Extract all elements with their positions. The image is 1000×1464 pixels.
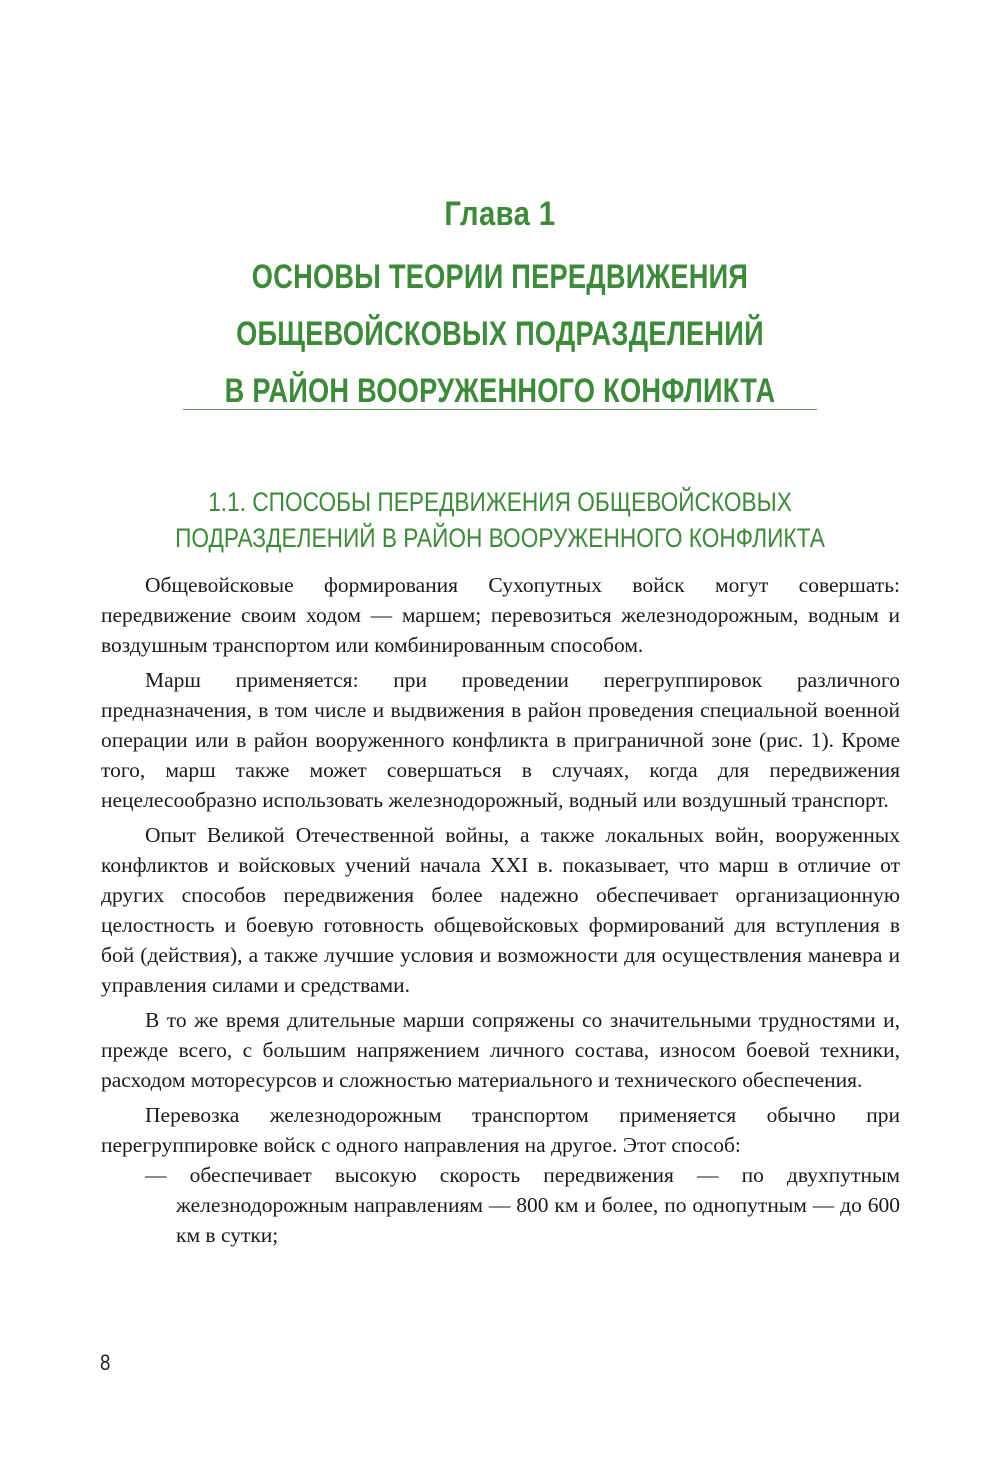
paragraph: Перевозка железнодорожным транспортом применяется обычно при перегруппировке войск с одного направления на другое. Этот способ:: [101, 1103, 900, 1157]
chapter-title-line: ОБЩЕВОЙСКОВЫХ ПОДРАЗДЕЛЕНИЙ: [236, 315, 764, 353]
paragraph: Опыт Великой Отечественной войны, а также локальных войн, вооруженных конфликтов и войсковых учений начала XXI в. показывает, что марш в отличие от других способов передвижения более надежно обеспечивает организационную целостность и боевую готовность общевойсковых формирований для вступления в бой (действия), а также лучшие условия и возможности для осуществления маневра и управления силами и средствами.: [101, 823, 900, 997]
body-text: [101, 570, 900, 1250]
section-title: [100, 484, 900, 556]
section-title-line: ПОДРАЗДЕЛЕНИЙ В РАЙОН ВООРУЖЕННОГО КОНФЛИКТА: [175, 523, 825, 553]
chapter-title-line: ОСНОВЫ ТЕОРИИ ПЕРЕДВИЖЕНИЯ: [251, 258, 749, 296]
section-title-line: 1.1. СПОСОБЫ ПЕРЕДВИЖЕНИЯ ОБЩЕВОЙСКОВЫХ: [208, 487, 792, 517]
paragraph: В то же время длительные марши сопряжены со значительными трудностями и, прежде всего, с большим напряжением личного состава, износом боевой техники, расходом моторесурсов и сложностью материального и технического обеспечения.: [101, 1008, 900, 1092]
chapter-title-line: В РАЙОН ВООРУЖЕННОГО КОНФЛИКТА: [224, 372, 776, 410]
chapter-heading: [100, 192, 900, 420]
paragraph: Общевойсковые формирования Сухопутных войск могут совершать: передвижение своим ходом — маршем; перевозиться железнодорожным, водным и воздушным транспортом или комбинированным способом.: [101, 573, 900, 657]
page-number: 8: [100, 1350, 111, 1375]
chapter-title: [100, 249, 900, 420]
paragraph: Марш применяется: при проведении перегруппировок различного предназначения, в том числе и выдвижения в район проведения специальной военной операции или в район вооруженного конфликта в приграничной зоне (рис. 1). Кроме того, марш также может совершаться в случаях, когда для передвижения нецелесообразно использовать железнодорожный, водный или воздушный транспорт.: [101, 668, 900, 812]
chapter-divider: [183, 409, 817, 410]
list-item: — обеспечивает высокую скорость передвижения — по двухпутным железнодорожным направлениям — 800 км и более, по однопутным — до 600 км в сутки;: [145, 1163, 900, 1247]
chapter-label: Глава 1: [444, 195, 556, 233]
